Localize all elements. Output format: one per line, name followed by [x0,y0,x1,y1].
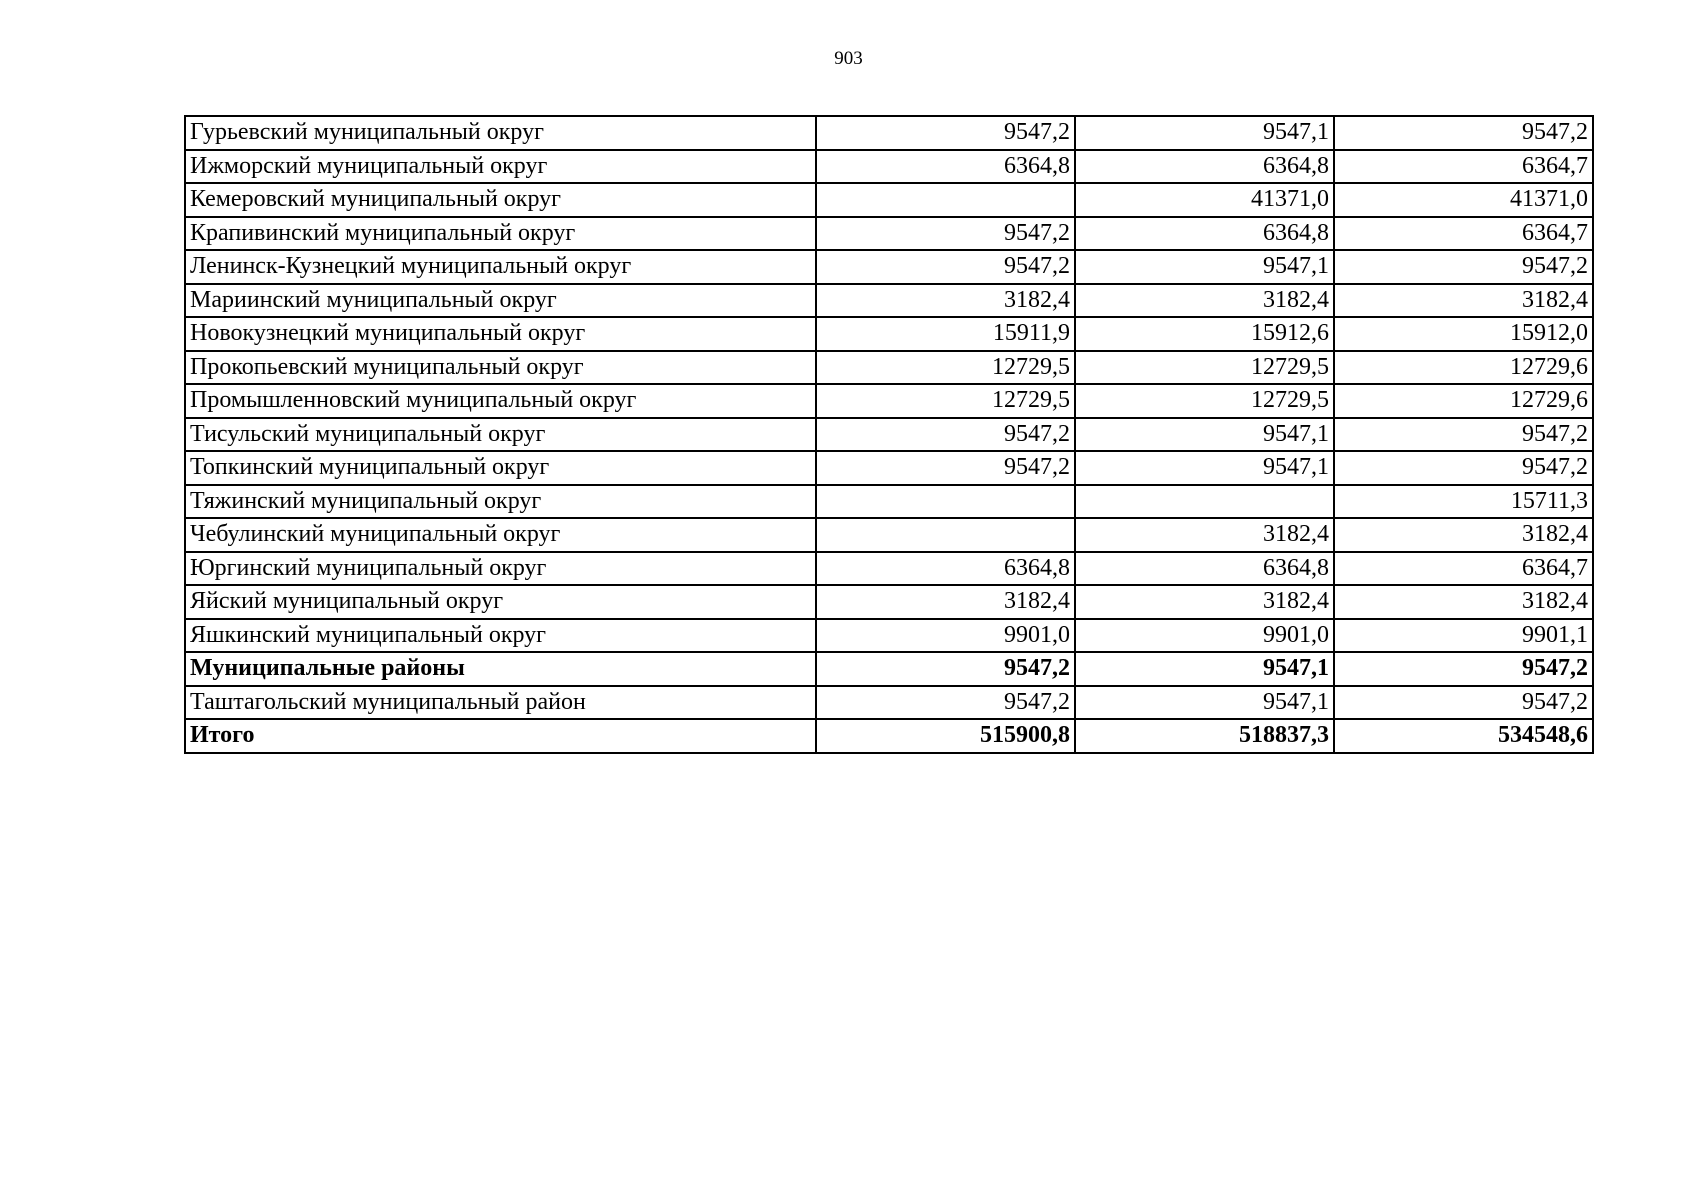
page-number: 903 [834,48,863,69]
value-cell-1: 12729,5 [816,351,1075,385]
budget-table [184,115,1594,754]
value-cell-2: 6364,8 [1075,552,1334,586]
value-cell-3: 9547,2 [1334,116,1593,150]
table-row [185,619,1593,653]
value-cell-3: 9547,2 [1334,652,1593,686]
value-cell-1: 9547,2 [816,217,1075,251]
value-cell-2: 15912,6 [1075,317,1334,351]
table-row [185,351,1593,385]
value-cell-3: 3182,4 [1334,585,1593,619]
row-name-cell: Крапивинский муниципальный округ [185,217,816,251]
value-cell-3: 41371,0 [1334,183,1593,217]
value-cell-2: 3182,4 [1075,518,1334,552]
row-name-cell: Таштагольский муниципальный район [185,686,816,720]
table-row [185,518,1593,552]
row-name-cell: Чебулинский муниципальный округ [185,518,816,552]
row-name-cell: Новокузнецкий муниципальный округ [185,317,816,351]
value-cell-2: 41371,0 [1075,183,1334,217]
value-cell-3: 15711,3 [1334,485,1593,519]
value-cell-3: 12729,6 [1334,384,1593,418]
value-cell-2: 9547,1 [1075,686,1334,720]
row-name-cell: Кемеровский муниципальный округ [185,183,816,217]
row-name-cell: Муниципальные районы [185,652,816,686]
value-cell-1 [816,485,1075,519]
table-row [185,686,1593,720]
table-row [185,317,1593,351]
row-name-cell: Ленинск-Кузнецкий муниципальный округ [185,250,816,284]
row-name-cell: Итого [185,719,816,753]
value-cell-1: 515900,8 [816,719,1075,753]
value-cell-3: 12729,6 [1334,351,1593,385]
table-row [185,451,1593,485]
table-row [185,585,1593,619]
table-row [185,183,1593,217]
value-cell-1: 9547,2 [816,686,1075,720]
row-name-cell: Яшкинский муниципальный округ [185,619,816,653]
table-body [185,116,1593,753]
value-cell-3: 6364,7 [1334,150,1593,184]
value-cell-1: 3182,4 [816,585,1075,619]
value-cell-2: 9901,0 [1075,619,1334,653]
value-cell-1: 3182,4 [816,284,1075,318]
row-name-cell: Тисульский муниципальный округ [185,418,816,452]
value-cell-2: 6364,8 [1075,150,1334,184]
value-cell-3: 9901,1 [1334,619,1593,653]
value-cell-2 [1075,485,1334,519]
value-cell-3: 9547,2 [1334,686,1593,720]
value-cell-2: 12729,5 [1075,351,1334,385]
value-cell-1: 6364,8 [816,552,1075,586]
value-cell-3: 9547,2 [1334,250,1593,284]
value-cell-1: 9547,2 [816,116,1075,150]
value-cell-2: 3182,4 [1075,585,1334,619]
table-row [185,384,1593,418]
value-cell-1: 6364,8 [816,150,1075,184]
summary-row [185,719,1593,753]
value-cell-1: 12729,5 [816,384,1075,418]
value-cell-1: 9547,2 [816,418,1075,452]
table-row [185,116,1593,150]
table-row [185,250,1593,284]
table-row [185,150,1593,184]
value-cell-2: 12729,5 [1075,384,1334,418]
row-name-cell: Топкинский муниципальный округ [185,451,816,485]
value-cell-1: 9547,2 [816,652,1075,686]
value-cell-2: 9547,1 [1075,418,1334,452]
value-cell-1: 9547,2 [816,451,1075,485]
value-cell-1: 9547,2 [816,250,1075,284]
table-row [185,217,1593,251]
row-name-cell: Ижморский муниципальный округ [185,150,816,184]
table-row [185,284,1593,318]
value-cell-2: 9547,1 [1075,451,1334,485]
value-cell-3: 3182,4 [1334,284,1593,318]
value-cell-2: 9547,1 [1075,116,1334,150]
summary-row [185,652,1593,686]
value-cell-1 [816,183,1075,217]
value-cell-1: 15911,9 [816,317,1075,351]
value-cell-2: 9547,1 [1075,250,1334,284]
value-cell-3: 3182,4 [1334,518,1593,552]
value-cell-1 [816,518,1075,552]
value-cell-3: 15912,0 [1334,317,1593,351]
row-name-cell: Гурьевский муниципальный округ [185,116,816,150]
value-cell-2: 518837,3 [1075,719,1334,753]
row-name-cell: Прокопьевский муниципальный округ [185,351,816,385]
row-name-cell: Юргинский муниципальный округ [185,552,816,586]
table-row [185,485,1593,519]
value-cell-3: 9547,2 [1334,418,1593,452]
value-cell-3: 534548,6 [1334,719,1593,753]
value-cell-1: 9901,0 [816,619,1075,653]
row-name-cell: Яйский муниципальный округ [185,585,816,619]
value-cell-3: 6364,7 [1334,217,1593,251]
row-name-cell: Промышленновский муниципальный округ [185,384,816,418]
value-cell-3: 6364,7 [1334,552,1593,586]
table-row [185,418,1593,452]
value-cell-2: 3182,4 [1075,284,1334,318]
table-row [185,552,1593,586]
row-name-cell: Тяжинский муниципальный округ [185,485,816,519]
row-name-cell: Мариинский муниципальный округ [185,284,816,318]
value-cell-2: 9547,1 [1075,652,1334,686]
value-cell-3: 9547,2 [1334,451,1593,485]
value-cell-2: 6364,8 [1075,217,1334,251]
